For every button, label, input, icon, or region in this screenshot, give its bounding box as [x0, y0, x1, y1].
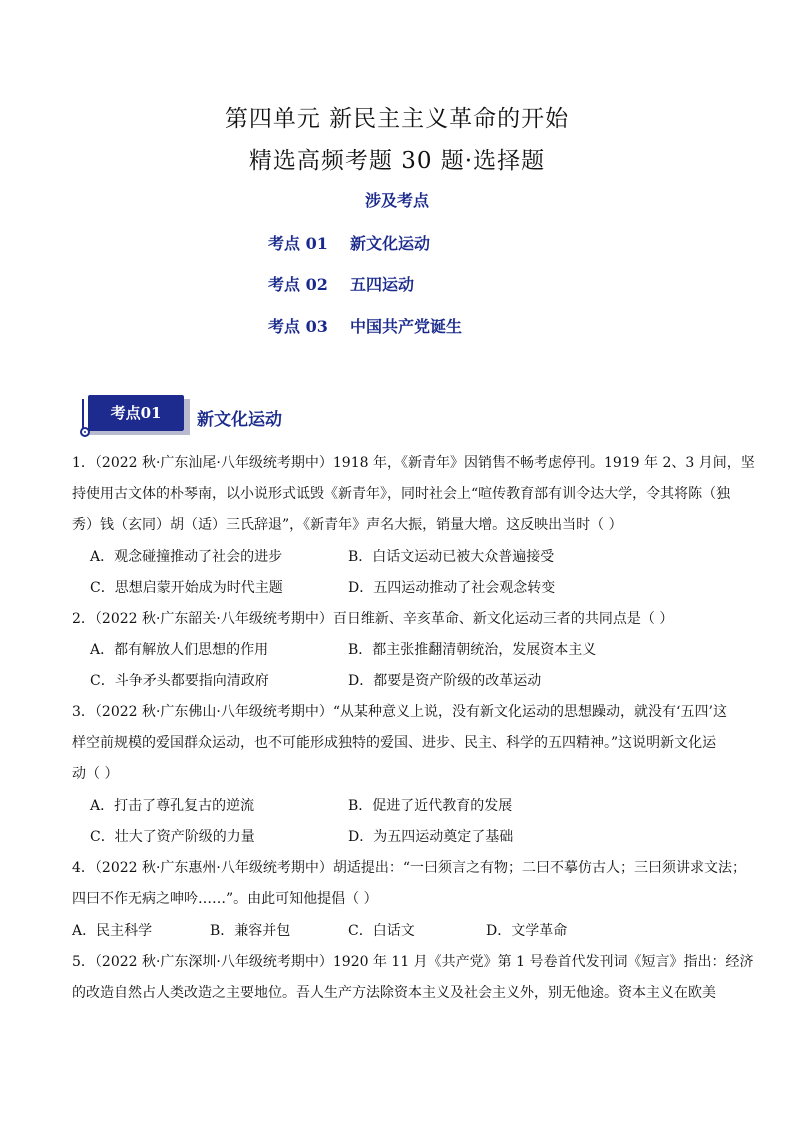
- topic-item: [268, 314, 463, 337]
- answer-option[interactable]: D．都要是资产阶级的改革运动: [348, 673, 542, 689]
- topic-name: 五四运动: [350, 275, 415, 294]
- answer-option[interactable]: C．思想启蒙开始成为时代主题: [90, 580, 283, 596]
- question-text-line: 四曰不作无病之呻吟……”。由此可知他提倡（ ）: [72, 891, 378, 907]
- question-text-line: 的改造自然占人类改造之主要地位。吾人生产方法除资本主义及社会主义外，别无他途。资本主义在欧美: [72, 985, 716, 1001]
- answer-option[interactable]: C．壮大了资产阶级的力量: [90, 829, 255, 845]
- topic-code: 考点 03: [268, 317, 328, 336]
- badge-label: 考点01: [110, 404, 162, 422]
- answer-option[interactable]: D．为五四运动奠定了基础: [348, 829, 514, 845]
- badge-bottom-shadow: [88, 431, 190, 435]
- answer-option[interactable]: A．打击了尊孔复古的逆流: [90, 798, 255, 814]
- answer-option[interactable]: B．都主张推翻清朝统治，发展资本主义: [348, 642, 597, 658]
- bullet-dot-icon: [80, 427, 90, 437]
- page-title-line2: 精选高频考题 30 题·选择题: [248, 148, 546, 174]
- topic-code: 考点 01: [268, 234, 328, 253]
- topic-item: [268, 231, 431, 254]
- topic-item: [268, 272, 415, 295]
- page-title-line1: 第四单元 新民主主义革命的开始: [224, 106, 570, 132]
- question-text-line: 4．（2022 秋·广东惠州·八年级统考期中）胡适提出：“一曰须言之有物；二曰不摹仿古人；三曰须讲求文法；: [72, 860, 747, 876]
- topics-heading: 涉及考点: [364, 191, 429, 210]
- section-badge: [80, 395, 190, 441]
- answer-option[interactable]: D．文学革命: [486, 923, 568, 939]
- question-text-line: 样空前规模的爱国群众运动，也不可能形成独特的爱国、进步、民主、科学的五四精神。”这说明新文化运: [72, 735, 717, 751]
- question-text-line: 持使用古文体的朴琴南，以小说形式诋毁《新青年》，同时社会上“喧传教育部有训令达大学，令其将陈（独: [72, 486, 731, 502]
- answer-option[interactable]: C．白话文: [348, 923, 415, 939]
- answer-option[interactable]: A．观念碰撞推动了社会的进步: [90, 549, 283, 565]
- question-text-line: 3．（2022 秋·广东佛山·八年级统考期中）“从某种意义上说，没有新文化运动的思想躁动，就没有‘五四’这: [72, 704, 727, 720]
- question-text-line: 1．（2022 秋·广东汕尾·八年级统考期中）1918 年，《新青年》因销售不畅考虑停刊。1919 年 2、3 月间，坚: [72, 455, 755, 471]
- answer-option[interactable]: A．民主科学: [72, 923, 153, 939]
- question-text-line: 动（ ）: [72, 766, 119, 782]
- topic-name: 新文化运动: [350, 234, 431, 253]
- badge-shadow: [184, 399, 190, 433]
- question-text-line: 2．（2022 秋·广东韶关·八年级统考期中）百日维新、辛亥革命、新文化运动三者的共同点是（ ）: [72, 611, 674, 627]
- question-text-line: 秀）钱（玄同）胡（适）三氏辞退”，《新青年》声名大振，销量大增。这反映出当时（ ）: [72, 517, 623, 533]
- answer-option[interactable]: B．促进了近代教育的发展: [348, 798, 513, 814]
- answer-option[interactable]: B．白话文运动已被大众普遍接受: [348, 549, 555, 565]
- answer-option[interactable]: C．斗争矛头都要指向清政府: [90, 673, 269, 689]
- topic-name: 中国共产党诞生: [350, 317, 463, 336]
- answer-option[interactable]: B．兼容并包: [210, 923, 291, 939]
- answer-option[interactable]: A．都有解放人们思想的作用: [90, 642, 269, 658]
- topic-code: 考点 02: [268, 275, 328, 294]
- answer-option[interactable]: D．五四运动推动了社会观念转变: [348, 580, 556, 596]
- question-text-line: 5．（2022 秋·广东深圳·八年级统考期中）1920 年 11 月《共产党》第 1 号卷首代发刊词《短言》指出：经济: [72, 954, 754, 970]
- section-title: 新文化运动: [197, 410, 282, 430]
